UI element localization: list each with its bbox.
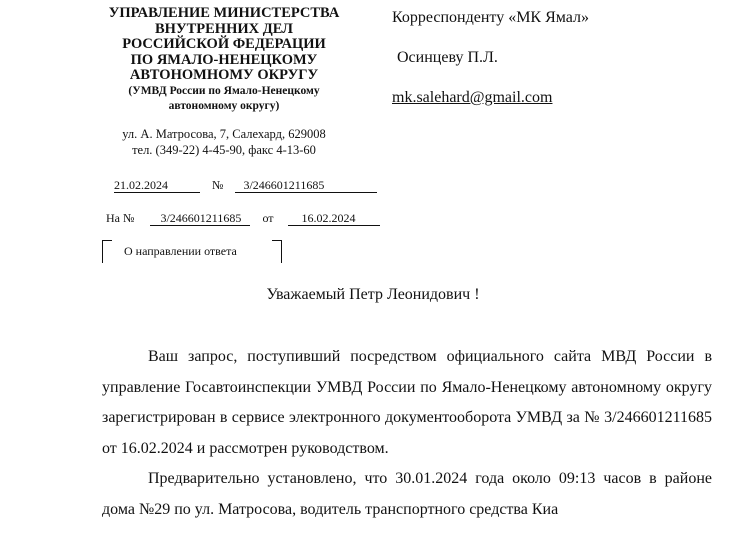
issuer-phone: тел. (349-22) 4-45-90, факс 4-13-60 bbox=[132, 143, 316, 157]
issuer-abbr-line: автономному округу) bbox=[168, 99, 280, 112]
issuer-line: ПО ЯМАЛО-НЕНЕЦКОМУ bbox=[130, 51, 318, 68]
issuer-line: РОССИЙСКОЙ ФЕДЕРАЦИИ bbox=[122, 36, 326, 53]
recipient-line-2: Осинцеву П.Л. bbox=[397, 49, 498, 66]
incoming-reference bbox=[106, 211, 380, 226]
subject-bracket bbox=[102, 240, 282, 264]
letter-body bbox=[102, 342, 712, 525]
issuer-address: ул. А. Матросова, 7, Салехард, 629008 bbox=[122, 127, 326, 141]
number-sign: № bbox=[212, 178, 224, 192]
issuer-line: УПРАВЛЕНИЕ МИНИСТЕРСТВА bbox=[108, 5, 340, 21]
reference-date: 16.02.2024 bbox=[288, 211, 380, 226]
issuer-abbr-line: (УМВД России по Ямало-Ненецкому bbox=[128, 84, 320, 97]
bracket-left bbox=[102, 240, 112, 263]
reference-label: На № bbox=[106, 211, 135, 225]
outgoing-registration bbox=[114, 178, 377, 193]
reference-from-label: от bbox=[262, 211, 274, 225]
issuer-line: ВНУТРЕННИХ ДЕЛ bbox=[155, 20, 293, 37]
salutation: Уважаемый Петр Леонидович ! bbox=[266, 286, 480, 303]
body-paragraph-1: Ваш запрос, поступивший посредством официального сайта МВД России в управление Госавтоинспекции УМВД России по Ямало-Ненецкому автономному округу зарегистрирован в сервисе электронного документооборота УМВД за № 3/246601211685 от 16.02.2024 и рассмотрен руководством. bbox=[102, 348, 712, 457]
issuer-block bbox=[96, 6, 352, 114]
outgoing-number: 3/246601211685 bbox=[235, 178, 377, 193]
outgoing-date: 21.02.2024 bbox=[114, 178, 200, 193]
subject-text: О направлении ответа bbox=[124, 244, 237, 258]
issuer-line: АВТОНОМНОМУ ОКРУГУ bbox=[129, 67, 319, 84]
bracket-right bbox=[272, 240, 282, 263]
reference-number: 3/246601211685 bbox=[150, 211, 250, 226]
recipient-email-link[interactable]: mk.salehard@gmail.com bbox=[392, 89, 553, 106]
body-paragraph-2: Предварительно установлено, что 30.01.2024 года около 09:13 часов в районе дома №29 по ул. Матросова, водитель транспортного средства Киа bbox=[102, 470, 712, 518]
recipient-line-1: Корреспонденту «МК Ямал» bbox=[392, 9, 589, 26]
issuer-contacts bbox=[96, 126, 352, 158]
